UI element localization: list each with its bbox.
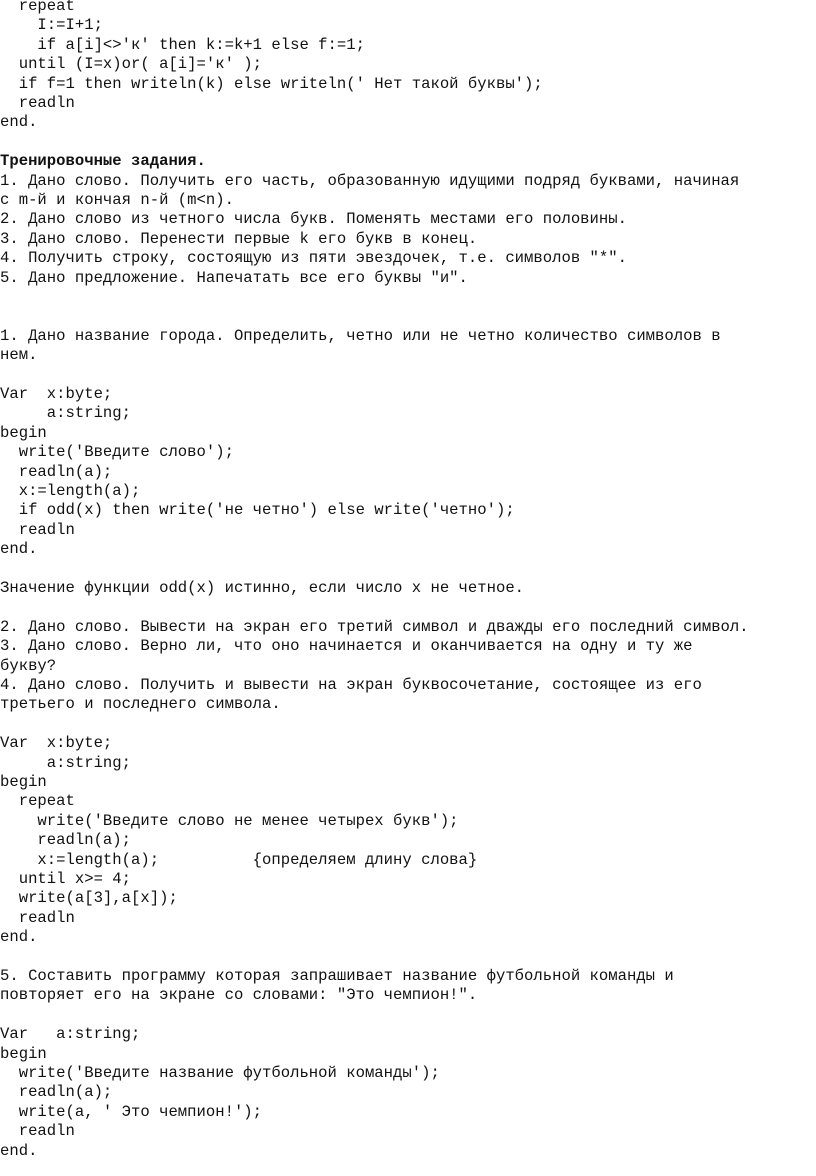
- text-line: write(a[3],a[x]);: [0, 889, 178, 908]
- text-line: третьего и последнего символа.: [0, 695, 281, 714]
- text-line: readln(a);: [0, 831, 132, 850]
- text-line: write('Введите название футбольной команды');: [0, 1064, 440, 1082]
- text-line: 1. Дано название города. Определить, четно или не четно количество символов в: [0, 326, 721, 345]
- text-line: readln: [0, 1122, 75, 1141]
- text-line: 2. Дано слово. Вывести на экран его третий символ и дважды его последний символ.: [0, 617, 749, 636]
- text-line: end.: [0, 113, 38, 132]
- text-line: 5. Составить программу которая запрашивает название футбольной команды и: [0, 967, 674, 985]
- text-line: Значение функции odd(x) истинно, если число x не четное.: [0, 579, 525, 597]
- text-line: a:string;: [0, 404, 132, 423]
- text-line: x:=length(a);: [0, 482, 141, 500]
- text-line: 3. Дано слово. Верно ли, что оно начинается и оканчивается на одну и ту же: [0, 637, 693, 656]
- text-line: begin: [0, 773, 47, 791]
- text-line: readln: [0, 908, 75, 927]
- text-line: repeat: [0, 0, 75, 15]
- text-line: 4. Получить строку, состоящую из пяти эвездочек, т.е. символов "*".: [0, 249, 627, 268]
- text-line: 3. Дано слово. Перенести первые k его букв в конец.: [0, 229, 478, 248]
- text-line: end.: [0, 540, 38, 559]
- text-line: с m-й и кончая n-й (m<n).: [0, 191, 234, 209]
- text-line: end.: [0, 928, 38, 947]
- text-line: 4. Дано слово. Получить и вывести на экран буквосочетание, состоящее из его: [0, 676, 702, 694]
- text-line: Var x:byte;: [0, 734, 113, 753]
- text-line: write('Введите слово');: [0, 443, 234, 462]
- text-line: if odd(x) then write('не четно') else write('четно');: [0, 501, 515, 520]
- text-line: readln: [0, 520, 75, 539]
- text-line: повторяет его на экране со словами: "Это чемпион!".: [0, 986, 478, 1005]
- text-line: 5. Дано предложение. Напечатать все его буквы "и".: [0, 268, 468, 287]
- text-line: until x>= 4;: [0, 870, 132, 888]
- text-line: readln(a);: [0, 1083, 113, 1102]
- text-line: a:string;: [0, 753, 132, 772]
- text-line: write(a, ' Это чемпион!');: [0, 1102, 263, 1121]
- text-line: repeat: [0, 792, 75, 811]
- text-line: x:=length(a); {определяем длину слова}: [0, 850, 478, 869]
- section-heading: Тренировочные задания.: [0, 152, 206, 171]
- text-line: 1. Дано слово. Получить его часть, образованную идущими подряд буквами, начиная: [0, 171, 740, 190]
- text-line: begin: [0, 423, 47, 442]
- text-line: readln: [0, 94, 75, 112]
- text-line: end.: [0, 1141, 38, 1160]
- text-line: букву?: [0, 656, 57, 675]
- text-line: 2. Дано слово из четного числа букв. Поменять местами его половины.: [0, 210, 627, 229]
- text-line: until (I=x)or( a[i]='к' );: [0, 55, 263, 74]
- text-line: Var x:byte;: [0, 385, 113, 403]
- text-line: write('Введите слово не менее четырех букв');: [0, 811, 459, 830]
- text-line: Var a:string;: [0, 1025, 141, 1044]
- text-line: нем.: [0, 346, 38, 365]
- text-line: if f=1 then writeln(k) else writeln(' Нет такой буквы');: [0, 74, 543, 93]
- text-line: begin: [0, 1044, 47, 1063]
- text-line: I:=I+1;: [0, 16, 103, 35]
- text-line: readln(a);: [0, 462, 113, 481]
- text-line: if a[i]<>'к' then k:=k+1 else f:=1;: [0, 35, 365, 54]
